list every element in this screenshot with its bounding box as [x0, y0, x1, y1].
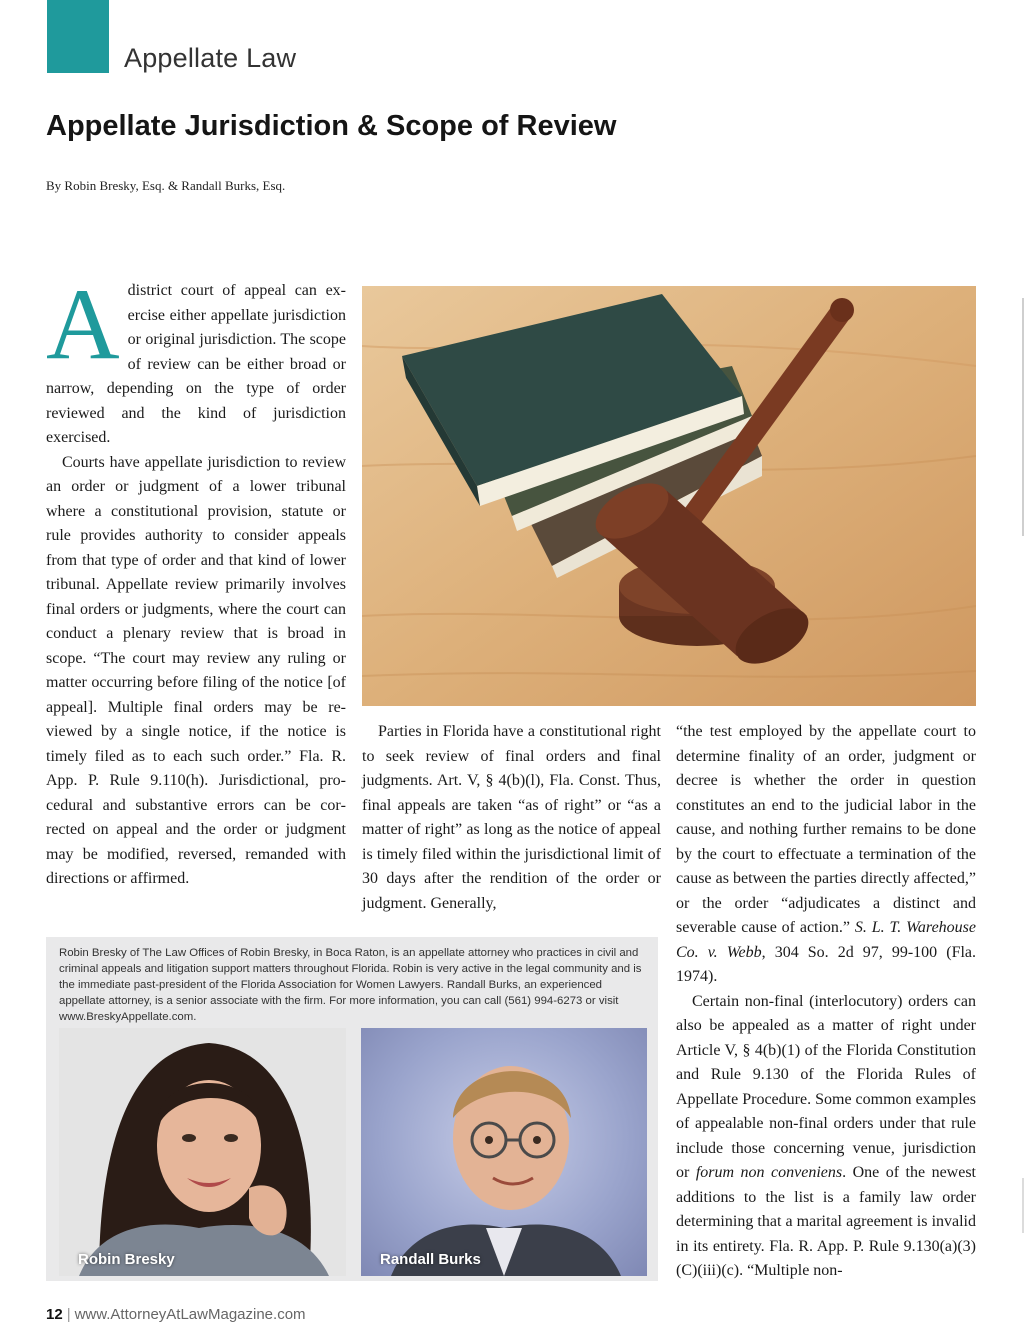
randall-burks-photo [361, 1028, 647, 1276]
article-column-3 [676, 720, 976, 1284]
headshot-randall-burks [361, 1028, 647, 1276]
gavel-books-illustration [362, 286, 976, 706]
footer-website-link[interactable]: www.AttorneyAtLawMagazine.com [74, 1306, 306, 1323]
author-bio-text: Robin Bresky of The Law Offices of Robin Bresky, in Boca Raton, is an appellate attorney who practices in civil and criminal appeals and litigation support matters throughout Florida. Robin is very active in the legal community and is the immediate past-president of the Florida Association for Women Lawyers. Randall Burks, an experienced appellate attorney, is a senior associate with the firm. For more information, you can call (561) 994-6273 or visit www.BreskyAppellate.com. [59, 947, 642, 1023]
non-final-text: Certain non-final (interlocutory) orders can also be appealed as a matter of right under Article V, § 4(b)(1) of the Florida Constitution and Rule 9.130 of the Florida Rules of Appellate Procedure. Some common examples of appealable non-final orders under that rule include those concerning venue, jurisdiction or [676, 992, 976, 1181]
robin-bresky-photo [59, 1028, 346, 1276]
hero-photo-gavel-books [362, 286, 976, 706]
caption-robin-bresky: Robin Bresky [78, 1251, 175, 1268]
finality-text: “the test employed by the appellate court to determine finality of an order, judgment or decree is whether the order in question constitutes an end to the judicial labor in the cause, and nothing further remains to be done by the court to effectuate a termination of the cause as between the parties directly affected,” or the order “adjudicates a distinct and severable cause of action.” [676, 723, 976, 936]
paragraph-florida-right: Parties in Florida have a constitutional right to seek review of final orders and final judgments. Art. V, § 4(b)(l), Fla. Const. Thus, final appeals are taken “as of right” or “as a matter of right” as long as the notice of appeal is timely filed within the jurisdictional limit of 30 days after the rendition of the order or judgment. Generally, [362, 723, 661, 912]
article-title: Appellate Jurisdiction & Scope of Review [46, 110, 617, 142]
headshot-robin-bresky [59, 1028, 346, 1276]
page-footer [46, 1306, 306, 1323]
paragraph-non-final-orders [676, 990, 976, 1284]
byline: By Robin Bresky, Esq. & Randall Burks, Esq. [46, 178, 286, 193]
caption-randall-burks: Randall Burks [380, 1251, 481, 1268]
article-column-1 [46, 268, 346, 892]
author-bio-box [46, 937, 658, 1281]
paragraph-appellate-jurisdiction: Courts have appellate jurisdiction to review an order or judgment of a lower tribunal where a constitutional provision, statute or rule provides authority to consider appeals from that type of order and that kind of lower tribunal. Appellate review primarily involves final orders or judgments, where the court can conduct a plenary review that is broad in scope. “The court may review any ruling or matter occurring before filing of the notice [of appeal]. Multiple final orders may be reviewed by a single notice, if the notice is timely filed as to each such order.” Fla. R. App. P. Rule 9.110(h). Jurisdictional, procedural and substantive errors can be corrected on appeal and the order or judgment may be modified, reversed, remanded with directions or affirmed. [46, 453, 346, 887]
citation-text: , 304 So. 2d 97, 99-100 (Fla. 1974). [676, 943, 977, 985]
intro-text: district court of appeal can exercise either appellate jurisdiction or original jurisdiction. The scope of review can be either broad or narrow, depending on the type of order reviewed and the kind of jurisdiction exercised. [46, 282, 346, 446]
section-color-block [47, 0, 109, 73]
footer-separator: | [66, 1306, 71, 1323]
section-label: Appellate Law [124, 43, 297, 73]
page-number: 12 [46, 1306, 63, 1323]
paragraph-finality-test [676, 720, 976, 990]
article-column-2 [362, 720, 661, 916]
paragraph-intro [46, 268, 346, 451]
non-final-text-cont: . One of the newest additions to the list is a family law order determining that a marital agreement is invalid in its entirety. Fla. R. App. P. Rule 9.130(a)(3)(C)(iii)(c). “Multiple non- [676, 1164, 976, 1279]
drop-cap: A [46, 268, 120, 381]
case-citation: S. L. T. Warehouse Co. v. Webb [676, 919, 976, 961]
latin-term: forum non conveniens [695, 1164, 843, 1181]
